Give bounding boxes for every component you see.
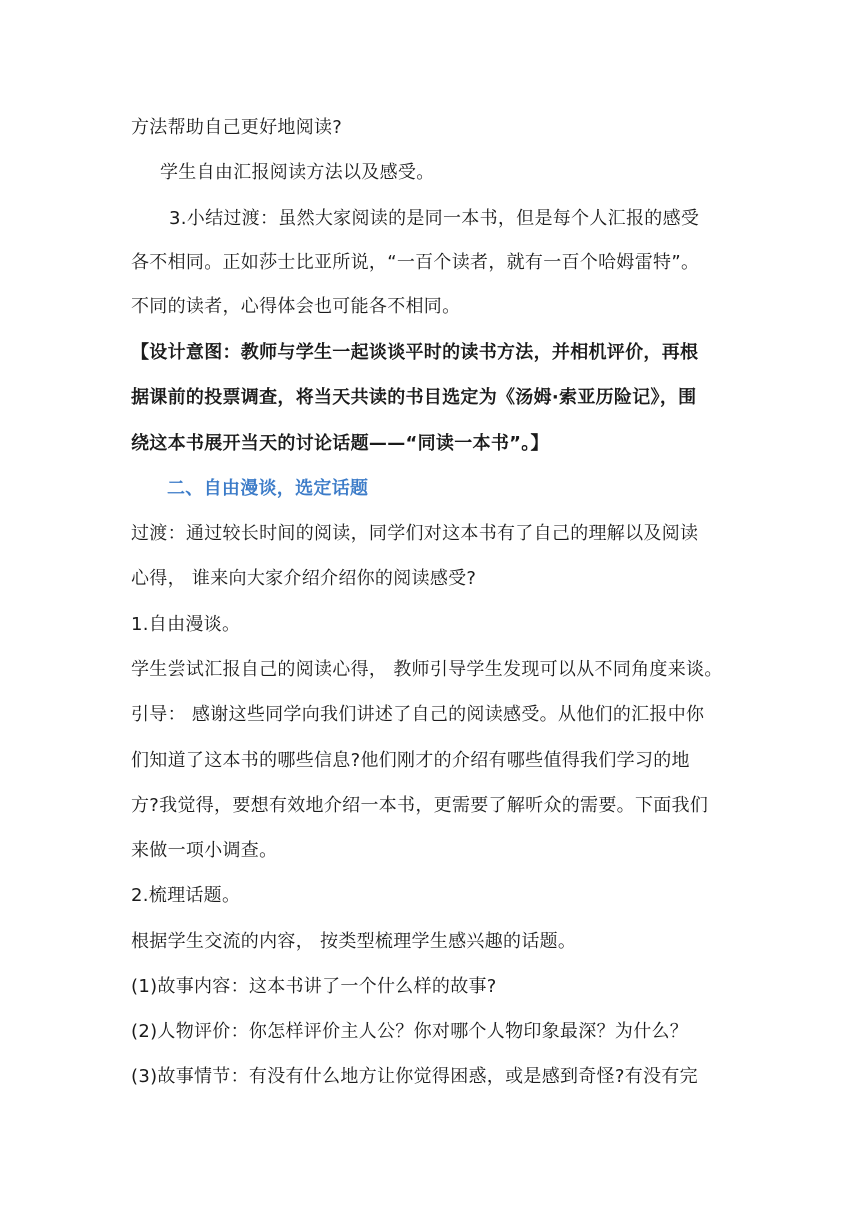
text-line: 过渡：通过较长时间的阅读，同学们对这本书有了自己的理解以及阅读 bbox=[131, 523, 699, 544]
text-line: 方法帮助自己更好地阅读? bbox=[131, 117, 343, 138]
text-line: 方?我觉得，要想有效地介绍一本书，更需要了解听众的需要。下面我们 bbox=[131, 795, 709, 816]
text-line: (1)故事内容：这本书讲了一个什么样的故事? bbox=[131, 976, 497, 997]
design-intent-line: 据课前的投票调查，将当天共读的书目选定为《汤姆·索亚历险记》，围 bbox=[131, 387, 697, 408]
text-line: 们知道了这本书的哪些信息?他们刚才的介绍有哪些值得我们学习的地 bbox=[131, 750, 690, 771]
text-line: (2)人物评价：你怎样评价主人公？你对哪个人物印象最深？为什么？ bbox=[131, 1021, 689, 1042]
text-line: 3.小结过渡：虽然大家阅读的是同一本书，但是每个人汇报的感受 bbox=[169, 208, 700, 229]
text-line: 1.自由漫谈。 bbox=[131, 614, 241, 635]
text-line: 来做一项小调查。 bbox=[131, 840, 278, 861]
text-line: 学生自由汇报阅读方法以及感受。 bbox=[160, 162, 435, 183]
text-line: 根据学生交流的内容， 按类型梳理学生感兴趣的话题。 bbox=[131, 931, 577, 952]
design-intent-line: 【设计意图：教师与学生一起谈谈平时的读书方法，并相机评价，再根 bbox=[131, 342, 699, 363]
design-intent-line: 绕这本书展开当天的讨论话题——“同读一本书”。】 bbox=[131, 433, 549, 454]
text-line: 2.梳理话题。 bbox=[131, 885, 241, 906]
section-heading: 二、自由漫谈，选定话题 bbox=[167, 478, 369, 499]
text-line: 心得， 谁来向大家介绍介绍你的阅读感受? bbox=[131, 568, 477, 589]
text-line: 学生尝试汇报自己的阅读心得， 教师引导学生发现可以从不同角度来谈。 bbox=[131, 659, 723, 680]
text-line: 引导： 感谢这些同学向我们讲述了自己的阅读感受。从他们的汇报中你 bbox=[131, 704, 705, 725]
text-line: (3)故事情节：有没有什么地方让你觉得困惑，或是感到奇怪?有没有完 bbox=[131, 1066, 698, 1087]
text-line: 不同的读者，心得体会也可能各不相同。 bbox=[131, 296, 461, 317]
text-line: 各不相同。正如莎士比亚所说，“一百个读者，就有一百个哈姆雷特”。 bbox=[131, 252, 700, 273]
